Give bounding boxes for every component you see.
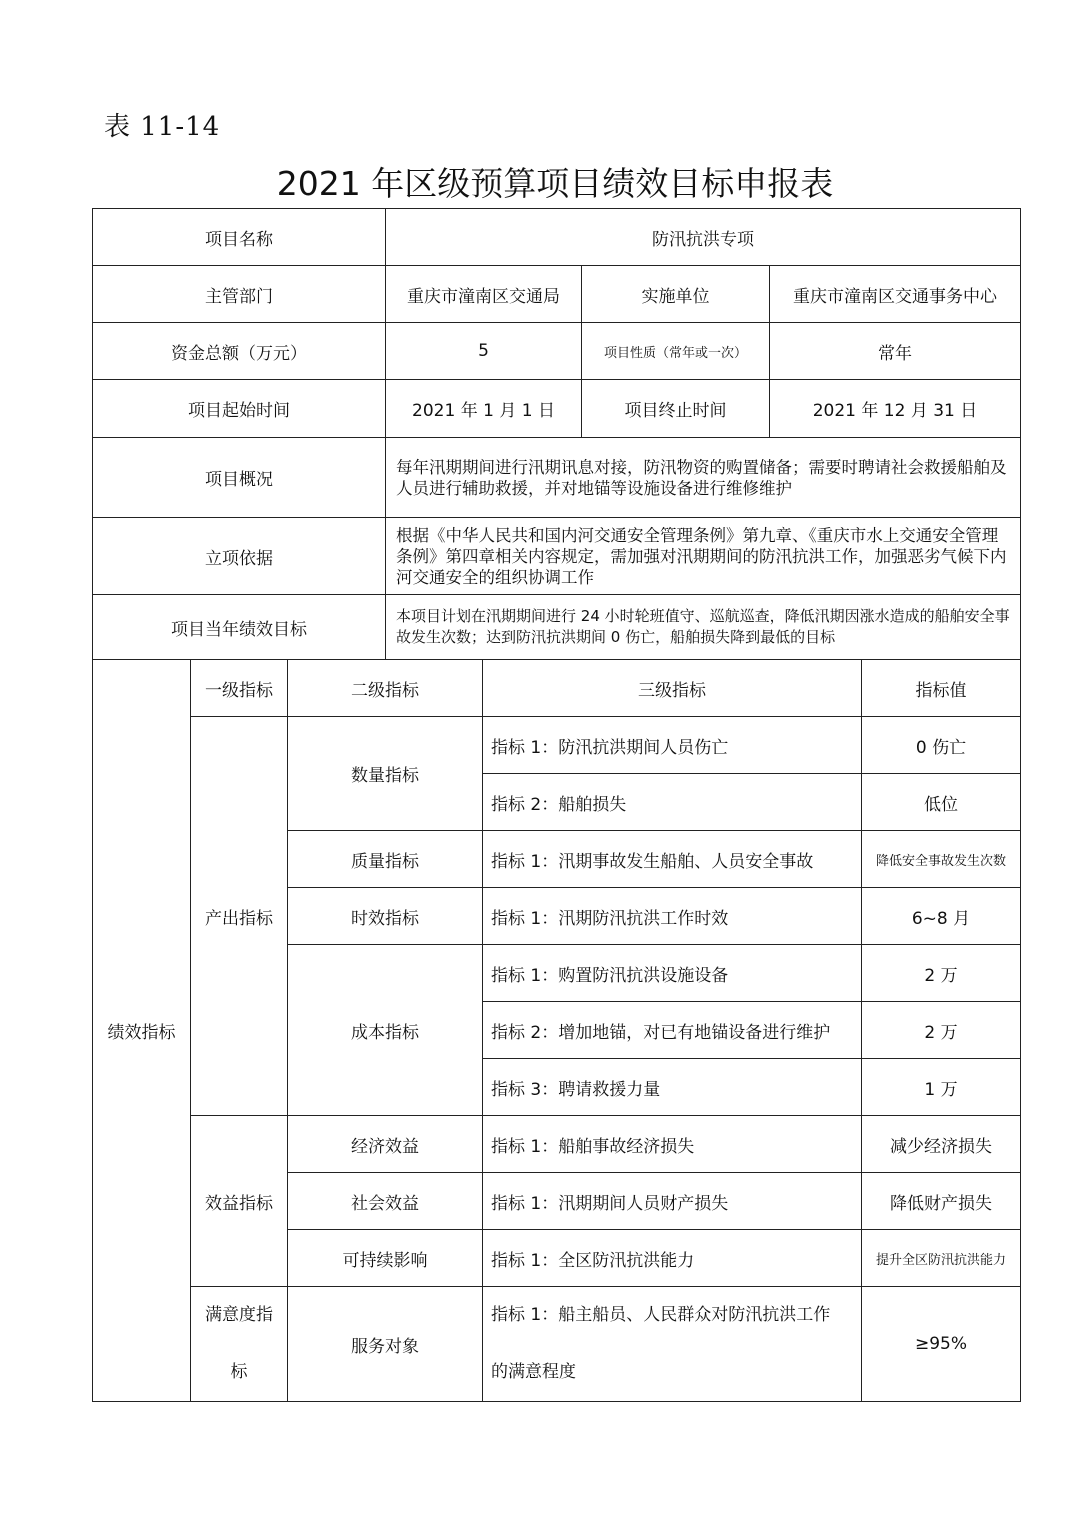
- indicator-text: 指标 1：汛期期间人员财产损失: [483, 1173, 862, 1230]
- dept-label: 主管部门: [93, 266, 386, 323]
- cost-indicator-label: 成本指标: [288, 945, 483, 1116]
- satisfaction-text-line-1: 指标 1：船主船员、人民群众对防汛抗洪工作: [491, 1305, 831, 1325]
- satisfaction-label-line-2: 标: [230, 1362, 248, 1382]
- basis-value: 根据《中华人民共和国内河交通安全管理条例》第九章、《重庆市水上交通安全管理条例》第四章相关内容规定，需加强对汛期期间的防汛抗洪工作，加强恶劣气候下内河交通安全的组织协调工作: [386, 518, 1021, 595]
- indicator-value: 减少经济损失: [862, 1116, 1021, 1173]
- service-object-label: 服务对象: [288, 1287, 483, 1402]
- end-label: 项目终止时间: [582, 380, 770, 438]
- table-row: [93, 518, 1021, 595]
- project-name-label: 项目名称: [93, 209, 386, 266]
- table-row: [93, 209, 1021, 266]
- indicator-text: 指标 2：船舶损失: [483, 774, 862, 831]
- table-row: [93, 595, 1021, 660]
- quality-indicator-label: 质量指标: [288, 831, 483, 888]
- indicators-table: [92, 659, 1021, 1402]
- indicator-text: 指标 2：增加地锚，对已有地锚设备进行维护: [483, 1002, 862, 1059]
- indicator-value: ≥95%: [862, 1287, 1021, 1402]
- table-row: [93, 323, 1021, 380]
- output-indicator-label: 产出指标: [191, 717, 288, 1116]
- table-row: [93, 438, 1021, 518]
- economic-benefit-label: 经济效益: [288, 1116, 483, 1173]
- page-title: 2021 年区级预算项目绩效目标申报表: [276, 164, 834, 203]
- dept-value: 重庆市潼南区交通局: [386, 266, 582, 323]
- header-level3: 三级指标: [483, 660, 862, 717]
- table-row: [93, 1287, 1021, 1402]
- timeliness-indicator-label: 时效指标: [288, 888, 483, 945]
- indicator-value: 降低安全事故发生次数: [862, 831, 1021, 888]
- benefit-indicator-label: 效益指标: [191, 1116, 288, 1287]
- fund-label: 资金总额（万元）: [93, 323, 386, 380]
- indicator-text: 指标 1：汛期事故发生船舶、人员安全事故: [483, 831, 862, 888]
- indicator-text: 指标 1：全区防汛抗洪能力: [483, 1230, 862, 1287]
- header-value: 指标值: [862, 660, 1021, 717]
- indicator-text: 指标 3：聘请救援力量: [483, 1059, 862, 1116]
- indicator-value: 0 伤亡: [862, 717, 1021, 774]
- table-row: [93, 1116, 1021, 1173]
- basis-label: 立项依据: [93, 518, 386, 595]
- indicator-value: 降低财产损失: [862, 1173, 1021, 1230]
- project-info-table: [92, 208, 1021, 660]
- indicator-text: [483, 1287, 862, 1402]
- header-level1: 一级指标: [191, 660, 288, 717]
- goal-label: 项目当年绩效目标: [93, 595, 386, 660]
- quantity-indicator-label: 数量指标: [288, 717, 483, 831]
- header-level2: 二级指标: [288, 660, 483, 717]
- sustainable-impact-label: 可持续影响: [288, 1230, 483, 1287]
- indicator-value: 1 万: [862, 1059, 1021, 1116]
- fund-value: 5: [386, 323, 582, 380]
- satisfaction-indicator-label: [191, 1287, 288, 1402]
- table-row: [93, 717, 1021, 774]
- goal-value: 本项目计划在汛期期间进行 24 小时轮班值守、巡航巡查，降低汛期因涨水造成的船舶安全事故发生次数；达到防汛抗洪期间 0 伤亡，船舶损失降到最低的目标: [386, 595, 1021, 660]
- start-label: 项目起始时间: [93, 380, 386, 438]
- nature-label: 项目性质（常年或一次）: [582, 323, 770, 380]
- indicator-text: 指标 1：船舶事故经济损失: [483, 1116, 862, 1173]
- indicator-value: 6~8 月: [862, 888, 1021, 945]
- table-row: [93, 380, 1021, 438]
- project-name-value: 防汛抗洪专项: [386, 209, 1021, 266]
- table-row: [93, 266, 1021, 323]
- impl-value: 重庆市潼南区交通事务中心: [770, 266, 1021, 323]
- start-value: 2021 年 1 月 1 日: [386, 380, 582, 438]
- impl-label: 实施单位: [582, 266, 770, 323]
- indicator-text: 指标 1：购置防汛抗洪设施设备: [483, 945, 862, 1002]
- table-row: [93, 660, 1021, 717]
- indicator-value: 提升全区防汛抗洪能力: [862, 1230, 1021, 1287]
- indicator-text: 指标 1：汛期防汛抗洪工作时效: [483, 888, 862, 945]
- table-number: 表 11-14: [104, 112, 221, 142]
- overview-label: 项目概况: [93, 438, 386, 518]
- performance-indicators-label: 绩效指标: [93, 660, 191, 1402]
- satisfaction-text-line-2: 的满意程度: [491, 1362, 576, 1382]
- indicator-value: 低位: [862, 774, 1021, 831]
- indicator-value: 2 万: [862, 945, 1021, 1002]
- end-value: 2021 年 12 月 31 日: [770, 380, 1021, 438]
- indicator-value: 2 万: [862, 1002, 1021, 1059]
- social-benefit-label: 社会效益: [288, 1173, 483, 1230]
- overview-value: 每年汛期期间进行汛期讯息对接，防汛物资的购置储备；需要时聘请社会救援船舶及人员进行辅助救援，并对地锚等设施设备进行维修维护: [386, 438, 1021, 518]
- indicator-text: 指标 1：防汛抗洪期间人员伤亡: [483, 717, 862, 774]
- nature-value: 常年: [770, 323, 1021, 380]
- satisfaction-label-line-1: 满意度指: [205, 1305, 273, 1325]
